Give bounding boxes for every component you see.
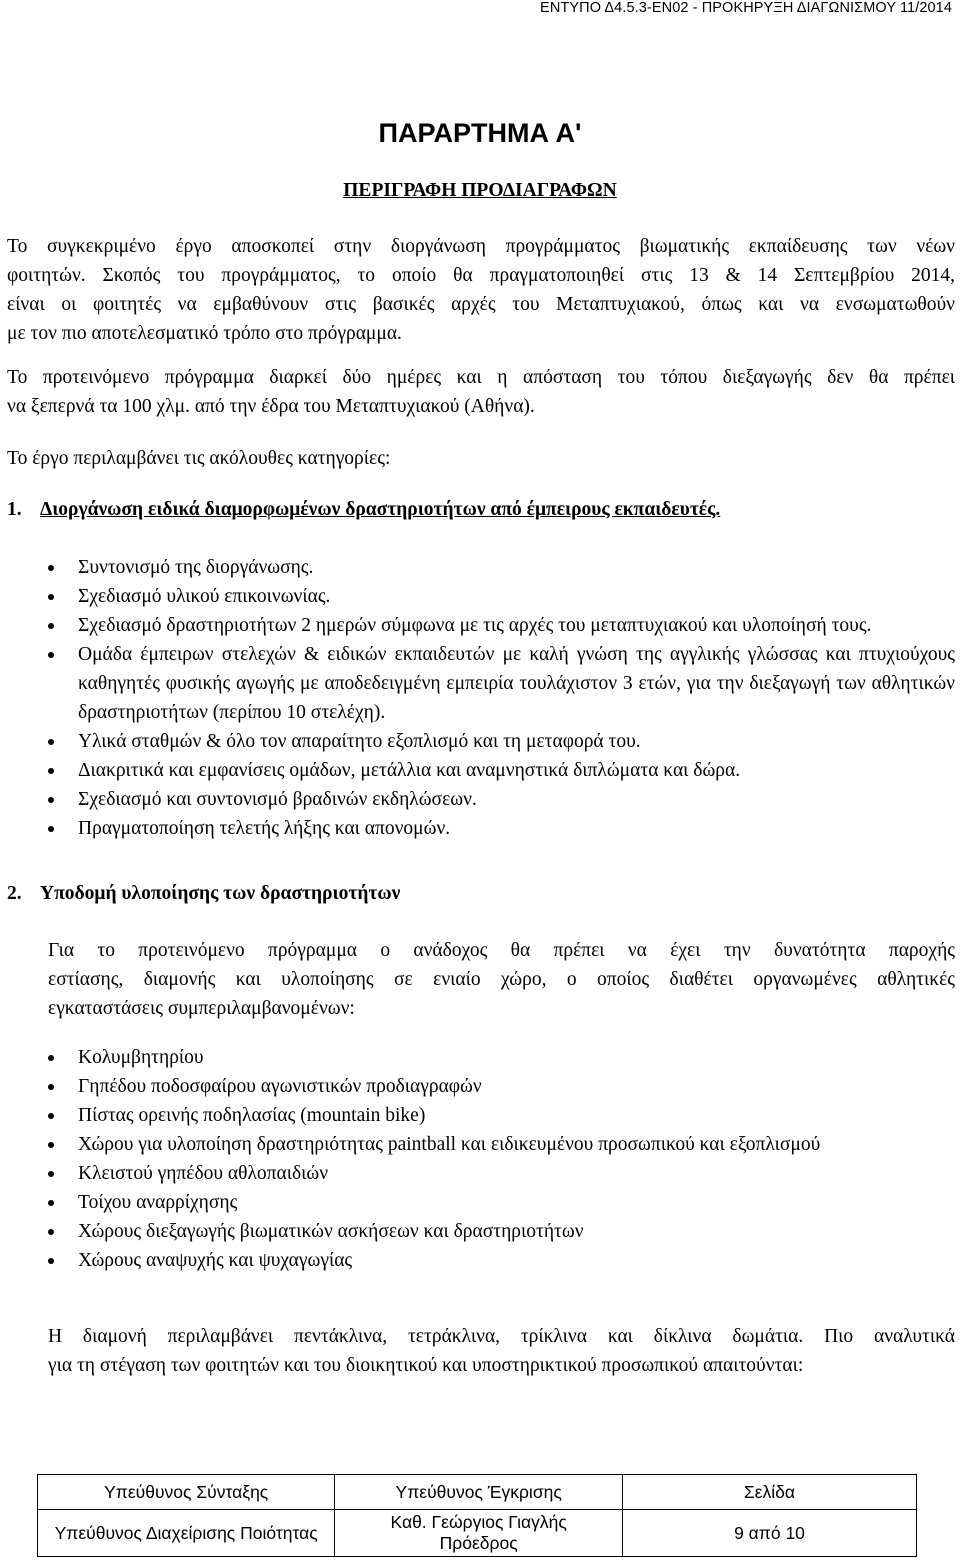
list-item: Κολυμβητηρίου [0, 1043, 900, 1072]
intro-line: φοιτητών. Σκοπός του προγράμματος, το οποίο θα πραγματοποιηθεί στις 13 & 14 Σεπτεμβρίου 2014, [7, 265, 955, 286]
page-number: 9 από 10 [622, 1510, 916, 1557]
list-item: Πραγματοποίηση τελετής λήξης και απονομών. [0, 814, 955, 843]
section-2-list [0, 1043, 900, 1275]
section-2-number: 2. [7, 883, 22, 904]
section-2-paragraph [48, 936, 955, 1023]
intro-line: Το συγκεκριμένο έργο αποσκοπεί στην διοργάνωση προγράμματος βιωματικής εκπαίδευσης των νέων [7, 236, 955, 257]
categories-intro: Το έργο περιλαμβάνει τις ακόλουθες κατηγορίες: [7, 448, 391, 469]
list-item: Πίστας ορεινής ποδηλασίας (mountain bike) [0, 1101, 900, 1130]
section-1-title: Διοργάνωση ειδικά διαμορφωμένων δραστηριοτήτων από έμπειρους εκπαιδευτές. [40, 499, 721, 520]
duration-line: Το προτεινόμενο πρόγραμμα διαρκεί δύο ημέρες και η απόσταση του τόπου διεξαγωγής δεν θα πρέπει [7, 367, 955, 388]
bullet-icon [48, 826, 54, 832]
intro-paragraph [7, 232, 955, 348]
list-item: Σχεδιασμό υλικού επικοινωνίας. [0, 582, 955, 611]
list-item: Κλειστού γηπέδου αθλοπαιδιών [0, 1159, 900, 1188]
intro-line: είναι οι φοιτητές να εμβαθύνουν στις βασικές αρχές του Μεταπτυχιακού, όπως και να ενσωματωθούν [7, 294, 955, 315]
bullet-icon [48, 1113, 54, 1119]
annex-title: ΠΑΡΑΡΤΗΜΑ Α' [378, 118, 582, 148]
bullet-icon [48, 565, 54, 571]
list-item: Διακριτικά και εμφανίσεις ομάδων, μετάλλια και αναμνηστικά διπλώματα και δώρα. [0, 756, 955, 785]
accommodation-line: για τη στέγαση των φοιτητών και του διοικητικού και υποστηρικτικού προσωπικού απαιτούνται: [48, 1355, 804, 1376]
document-code-header: ΕΝΤΥΠΟ Δ4.5.3-ΕΝ02 - ΠΡΟΚΗΡΥΞΗ ΔΙΑΓΩΝΙΣΜΟΥ 11/2014 [540, 0, 952, 16]
bullet-icon [48, 739, 54, 745]
list-item: Σχεδιασμό δραστηριοτήτων 2 ημερών σύμφωνα με τις αρχές του μεταπτυχιακού και υλοποίησή τους. [0, 611, 955, 640]
list-item: Χώρους διεξαγωγής βιωματικών ασκήσεων και δραστηριοτήτων [0, 1217, 900, 1246]
accommodation-line: Η διαμονή περιλαμβάνει πεντάκλινα, τετράκλινα, τρίκλινα και δίκλινα δωμάτια. Πιο αναλυτικά [48, 1326, 955, 1347]
accommodation-paragraph [48, 1322, 955, 1380]
section-2-line: εστίασης, διαμονής και υλοποίησης σε ενιαίο χώρο, ο οποίος διαθέτει οργανωμένες αθλητικές [48, 969, 955, 990]
list-item: Γηπέδου ποδοσφαίρου αγωνιστικών προδιαγραφών [0, 1072, 900, 1101]
section-1-number: 1. [7, 499, 22, 520]
bullet-icon [48, 1142, 54, 1148]
intro-line: με τον πιο αποτελεσματικό τρόπο στο πρόγραμμα. [7, 323, 402, 344]
composer-label: Υπεύθυνος Σύνταξης [38, 1475, 335, 1510]
bullet-icon [48, 1055, 54, 1061]
bullet-icon [48, 797, 54, 803]
bullet-icon [48, 1171, 54, 1177]
composer-value: Υπεύθυνος Διαχείρισης Ποιότητας [38, 1510, 335, 1557]
section-2-heading [7, 883, 400, 905]
bullet-icon [48, 1200, 54, 1206]
bullet-icon [48, 594, 54, 600]
bullet-icon [48, 1229, 54, 1235]
section-1-list [0, 553, 955, 843]
duration-paragraph [7, 363, 955, 421]
list-item: Συντονισμό της διοργάνωσης. [0, 553, 955, 582]
bullet-icon [48, 652, 54, 658]
specifications-subtitle: ΠΕΡΙΓΡΑΦΗ ΠΡΟΔΙΑΓΡΑΦΩΝ [343, 180, 617, 201]
list-item: Υλικά σταθμών & όλο τον απαραίτητο εξοπλισμό και τη μεταφορά του. [0, 727, 955, 756]
page-label: Σελίδα [622, 1475, 916, 1510]
list-item: Ομάδα έμπειρων στελεχών & ειδικών εκπαιδευτών με καλή γνώση της αγγλικής γλώσσας και πτυχιούχους καθηγητές φυσικής αγωγής με αποδεδειγμένη εμπειρία τουλάχιστον 3 ετών, για την διεξαγωγή των αθλητικών δραστηριοτήτων (περίπου 10 στελέχη). [0, 640, 955, 727]
approver-value [335, 1510, 623, 1557]
list-item: Χώρου για υλοποίηση δραστηριότητας paintball και ειδικευμένου προσωπικού και εξοπλισμού [0, 1130, 900, 1159]
duration-line: να ξεπερνά τα 100 χλμ. από την έδρα του Μεταπτυχιακού (Αθήνα). [7, 396, 535, 417]
footer-signature-table [37, 1474, 917, 1557]
bullet-icon [48, 1084, 54, 1090]
list-item: Σχεδιασμό και συντονισμό βραδινών εκδηλώσεων. [0, 785, 955, 814]
section-1-heading [7, 499, 720, 521]
approver-role: Πρόεδρος [439, 1533, 518, 1553]
section-2-line: Για το προτεινόμενο πρόγραμμα ο ανάδοχος θα πρέπει να έχει την δυνατότητα παροχής [48, 940, 955, 961]
bullet-icon [48, 1258, 54, 1264]
section-2-title: Υποδομή υλοποίησης των δραστηριοτήτων [40, 883, 401, 904]
approver-name: Καθ. Γεώργιος Γιαγλής [390, 1512, 567, 1532]
section-2-line: εγκαταστάσεις συμπεριλαμβανομένων: [48, 998, 355, 1019]
bullet-icon [48, 623, 54, 629]
list-item: Χώρους αναψυχής και ψυχαγωγίας [0, 1246, 900, 1275]
approver-label: Υπεύθυνος Έγκρισης [335, 1475, 623, 1510]
bullet-icon [48, 768, 54, 774]
list-item: Τοίχου αναρρίχησης [0, 1188, 900, 1217]
